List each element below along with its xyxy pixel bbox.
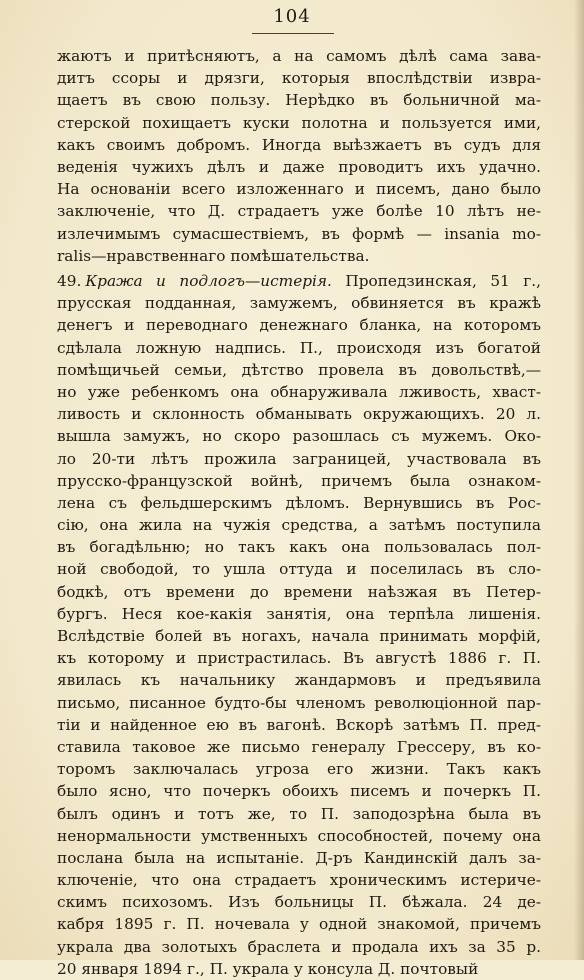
text-line: денегъ и переводнаго денежнаго бланка, на которомъ [57,316,541,335]
text-line: излечимымъ сумасшествіемъ, въ формѣ — insania mo- [57,224,541,243]
text-line: явилась къ начальнику жандармовъ и предъявила [57,671,541,690]
text-line: сдѣлала ложную надпись. П., происходя изъ богатой [57,338,541,357]
text-line: украла два золотыхъ браслета и продала ихъ за 35 р. [57,937,541,956]
text-line: стерской похищаетъ куски полотна и пользуется ими, [57,113,541,132]
text-line: заключеніе, что Д. страдаетъ уже болѣе 10 лѣтъ не- [57,202,541,221]
text-line: какъ своимъ добромъ. Иногда выѣзжаетъ въ судъ для [57,135,541,154]
text-line: сію, она жила на чужія средства, а затѣмъ поступила [57,516,541,535]
text-line: былъ одинъ и тотъ же, то П. заподозрѣна была въ [57,804,541,823]
text-line: ставила таковое же письмо генералу Грессеру, въ ко- [57,737,541,756]
text-line: ralis—нравственнаго помѣшательства. [57,246,370,265]
text-line: жаютъ и притѣсняютъ, а на самомъ дѣлѣ сама зава- [57,47,541,65]
text-line: щаетъ въ свою пользу. Нерѣдко въ больничной ма- [57,91,541,110]
paragraph-1 [57,45,541,267]
text-line: лена съ фельдшерскимъ дѣломъ. Вернувшись въ Рос- [57,493,541,512]
text-line: въ богадѣльню; но такъ какъ она пользовалась пол- [57,538,541,557]
paragraph-2 [57,270,541,980]
text-line: Вслѣдствіе болей въ ногахъ, начала принимать морфій, [57,627,541,645]
case-heading-line [57,270,541,292]
text-line: но уже ребенкомъ она обнаруживала лживость, хваст- [57,382,541,401]
text-line: На основаніи всего изложеннаго и писемъ, дано было [57,180,541,199]
text-line: прусско-французской войнѣ, причемъ была ознаком- [57,471,541,490]
text-line: прусская подданная, замужемъ, обвиняется въ кражѣ [57,294,541,313]
text-line: ливость и склонность обманывать окружающихъ. 20 л. [57,405,541,424]
text-line: ной свободой, то ушла оттуда и поселилась въ сло- [57,560,541,579]
case-first-line-text: Пропедзинская, 51 г., [345,272,541,290]
text-line: къ которому и пристрастилась. Въ августѣ 1886 г. П. [57,649,541,668]
text-line: дитъ ссоры и дрязги, которыя впослѣдствіи извра- [57,69,541,88]
text-line: ключеніе, что она страдаетъ хроническимъ истериче- [57,871,541,890]
header-rule [252,33,334,34]
page-number: 104 [273,6,311,27]
text-line: тіи и найденное ею въ вагонѣ. Вскорѣ затѣмъ П. пред- [57,715,541,734]
text-line: бодкѣ, отъ времени до времени наѣзжая въ Петер- [57,582,541,601]
text-line: было ясно, что почеркъ обоихъ писемъ и почеркъ П. [57,782,541,801]
text-line: бургъ. Неся кое-какія занятія, она терпѣла лишенія. [57,604,541,623]
text-line: помѣщичьей семьи, дѣтство провела въ довольствѣ,— [57,360,541,379]
case-number: 49. [57,272,82,290]
text-line: 20 января 1894 г., П. украла у консула Д. почтовый [57,959,479,978]
text-line: вышла замужъ, но скоро разошлась съ мужемъ. Око- [57,427,541,446]
text-line: послана была на испытаніе. Д-ръ Кандинскій далъ за- [57,848,541,867]
text-line: торомъ заключалась угроза его жизни. Такъ какъ [57,760,541,779]
text-line: веденія чужихъ дѣлъ и даже проводитъ ихъ удачно. [57,157,541,176]
text-line: скимъ психозомъ. Изъ больницы П. бѣжала. 24 де- [57,893,541,912]
text-line: ненормальности умственныхъ способностей, почему она [57,826,541,845]
case-title: Кража и подлогъ—истерія. [85,272,332,290]
text-line: ло 20-ти лѣтъ прожила заграницей, участвовала въ [57,449,541,468]
page-edge-shadow [574,0,584,960]
text-line: кабря 1895 г. П. ночевала у одной знакомой, причемъ [57,915,541,934]
text-line: письмо, писанное будто-бы членомъ революціонной пар- [57,693,541,712]
